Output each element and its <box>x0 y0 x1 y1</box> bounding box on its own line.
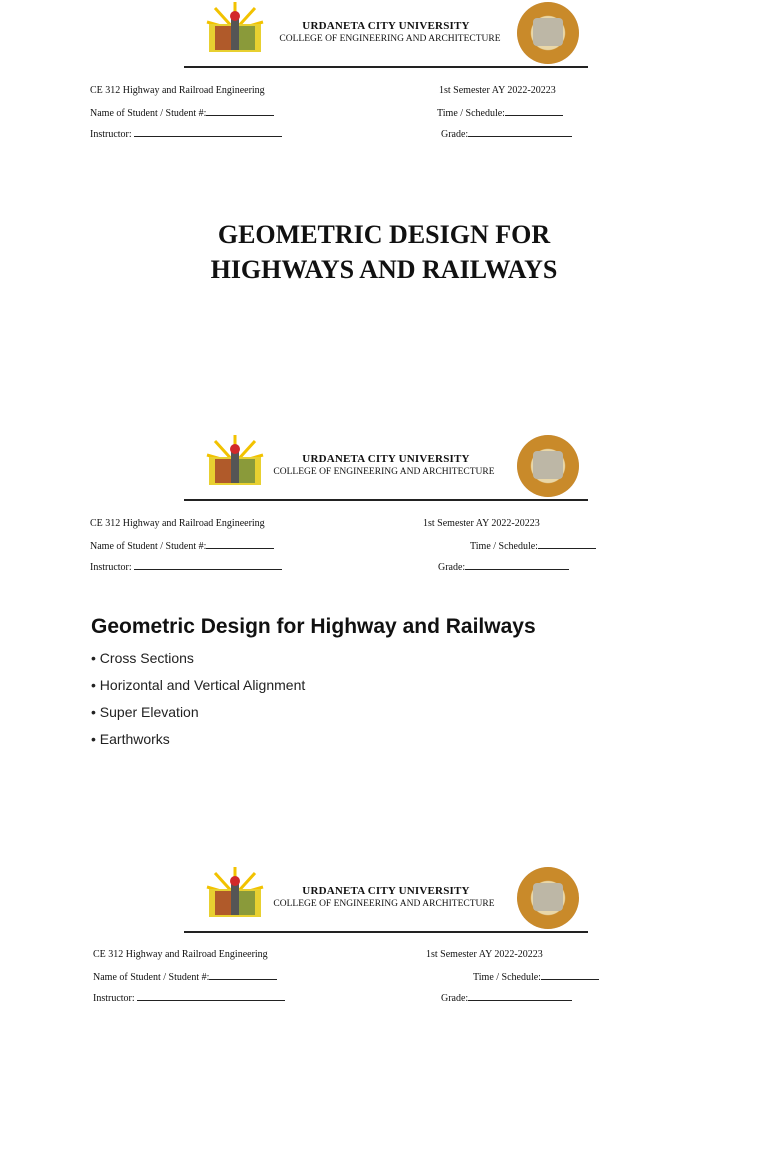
instructor-label: Instructor: <box>90 562 132 573</box>
title-line-2: HIGHWAYS AND RAILWAYS <box>210 255 558 284</box>
bullet-item: • Cross Sections <box>91 650 194 666</box>
student-field[interactable] <box>93 970 277 983</box>
college-name: COLLEGE OF ENGINEERING AND ARCHITECTURE <box>273 467 495 477</box>
university-name: URDANETA CITY UNIVERSITY <box>302 885 470 897</box>
bullet-item: • Horizontal and Vertical Alignment <box>91 677 306 693</box>
bullet-item: • Earthworks <box>91 731 170 747</box>
student-label: Name of Student / Student #: <box>90 541 207 552</box>
header-rule <box>184 66 588 68</box>
grade-field[interactable] <box>438 560 569 573</box>
college-name: COLLEGE OF ENGINEERING AND ARCHITECTURE <box>279 34 501 44</box>
page-2-heading: Geometric Design for Highway and Railways <box>91 615 536 638</box>
student-field[interactable] <box>90 106 274 119</box>
semester-label: 1st Semester AY 2022-20223 <box>426 949 543 960</box>
grade-label: Grade: <box>441 993 469 1004</box>
schedule-field[interactable] <box>437 106 563 119</box>
schedule-label: Time / Schedule: <box>473 972 541 983</box>
grade-label: Grade: <box>441 129 469 140</box>
university-name: URDANETA CITY UNIVERSITY <box>302 453 470 465</box>
course-label: CE 312 Highway and Railroad Engineering <box>90 518 265 529</box>
header-rule <box>184 931 588 933</box>
header-rule <box>184 499 588 501</box>
course-label: CE 312 Highway and Railroad Engineering <box>93 949 268 960</box>
grade-field[interactable] <box>441 991 572 1004</box>
course-label: CE 312 Highway and Railroad Engineering <box>90 85 265 96</box>
title-line-1: GEOMETRIC DESIGN FOR <box>217 220 551 249</box>
instructor-label: Instructor: <box>93 993 135 1004</box>
grade-field[interactable] <box>441 127 572 140</box>
grade-label: Grade: <box>438 562 466 573</box>
college-seal <box>517 867 579 929</box>
bullet-item: • Super Elevation <box>91 704 199 720</box>
instructor-field[interactable] <box>90 560 282 573</box>
schedule-label: Time / Schedule: <box>437 108 505 119</box>
college-seal <box>517 2 579 64</box>
schedule-label: Time / Schedule: <box>470 541 538 552</box>
page-1-title <box>0 217 768 287</box>
instructor-field[interactable] <box>90 127 282 140</box>
semester-label: 1st Semester AY 2022-20223 <box>439 85 556 96</box>
instructor-field[interactable] <box>93 991 285 1004</box>
student-label: Name of Student / Student #: <box>93 972 210 983</box>
student-label: Name of Student / Student #: <box>90 108 207 119</box>
instructor-label: Instructor: <box>90 129 132 140</box>
student-field[interactable] <box>90 539 274 552</box>
semester-label: 1st Semester AY 2022-20223 <box>423 518 540 529</box>
schedule-field[interactable] <box>473 970 599 983</box>
page-3-header <box>0 865 768 1165</box>
college-seal <box>517 435 579 497</box>
university-name: URDANETA CITY UNIVERSITY <box>302 20 470 32</box>
schedule-field[interactable] <box>470 539 596 552</box>
college-name: COLLEGE OF ENGINEERING AND ARCHITECTURE <box>273 899 495 909</box>
